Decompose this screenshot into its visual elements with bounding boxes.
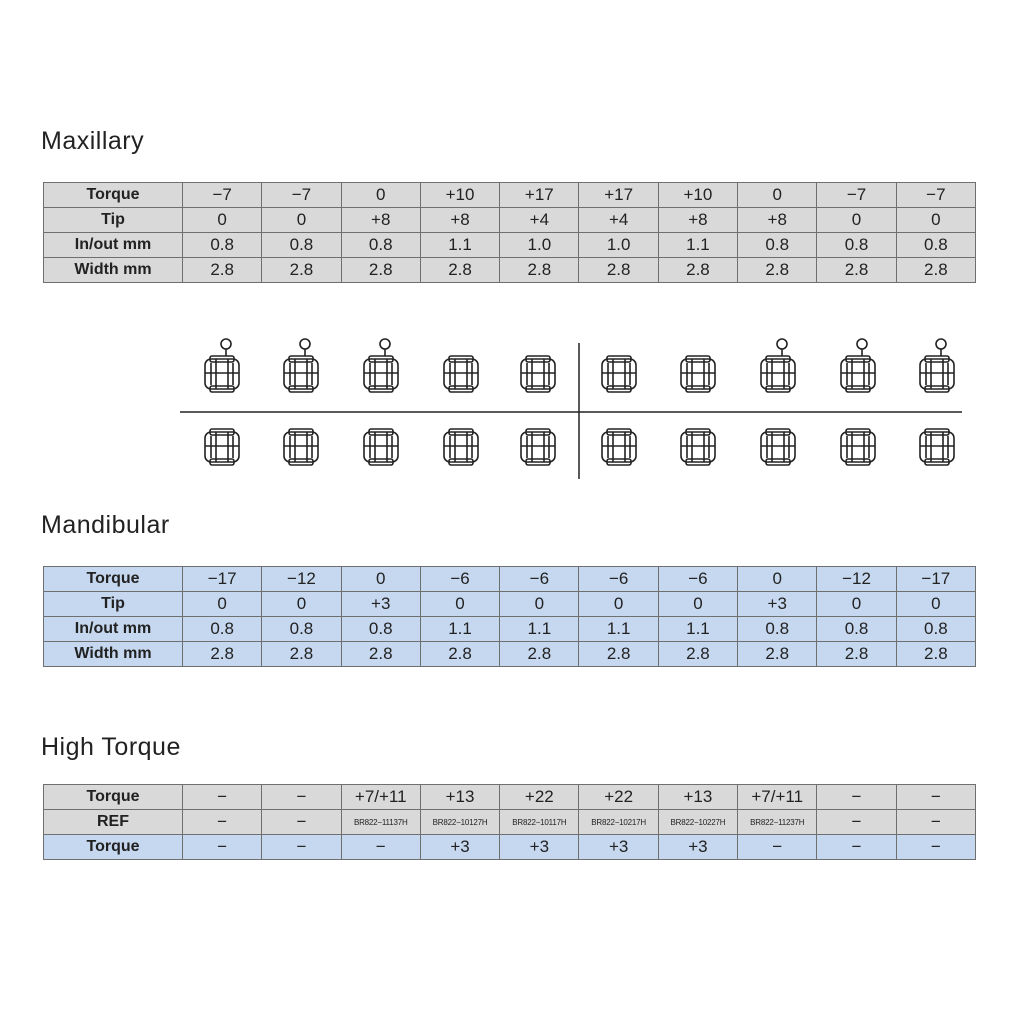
table-cell: 2.8 xyxy=(579,642,658,667)
maxillary-table xyxy=(43,182,976,283)
maxillary-title: Maxillary xyxy=(41,127,145,155)
table-row xyxy=(44,810,976,835)
table-cell: +22 xyxy=(579,785,658,810)
table-cell: 0 xyxy=(738,567,817,592)
table-cell: −7 xyxy=(896,183,975,208)
table-cell: +8 xyxy=(420,208,499,233)
upper-bracket-icon xyxy=(205,339,239,392)
table-cell: 0.8 xyxy=(738,233,817,258)
table-cell: 2.8 xyxy=(500,642,579,667)
lower-bracket-icon xyxy=(205,429,239,465)
table-cell: −6 xyxy=(420,567,499,592)
table-cell: +3 xyxy=(579,835,658,860)
table-cell: − xyxy=(817,810,896,835)
table-cell: BR822−11137H xyxy=(341,810,420,835)
table-cell: −17 xyxy=(896,567,975,592)
table-cell: 0 xyxy=(817,208,896,233)
table-cell: 0.8 xyxy=(817,617,896,642)
table-cell: 0.8 xyxy=(738,617,817,642)
table-row xyxy=(44,785,976,810)
table-cell: 0.8 xyxy=(896,617,975,642)
lower-bracket-icon xyxy=(602,429,636,465)
table-cell: BR822−10117H xyxy=(500,810,579,835)
mandibular-table xyxy=(43,566,976,667)
table-cell: 0 xyxy=(183,208,262,233)
table-cell: 0 xyxy=(262,208,341,233)
table-cell: −12 xyxy=(817,567,896,592)
row-label: Torque xyxy=(44,183,183,208)
lower-bracket-icon xyxy=(364,429,398,465)
upper-bracket-icon xyxy=(444,356,478,392)
table-cell: 0.8 xyxy=(262,233,341,258)
upper-bracket-icon xyxy=(761,339,795,392)
table-cell: 2.8 xyxy=(420,258,499,283)
mandibular-title: Mandibular xyxy=(41,511,170,539)
table-cell: 0 xyxy=(896,208,975,233)
table-cell: − xyxy=(817,785,896,810)
row-label: Width mm xyxy=(44,258,183,283)
table-cell: 0.8 xyxy=(262,617,341,642)
table-cell: +3 xyxy=(420,835,499,860)
table-cell: +13 xyxy=(658,785,737,810)
table-row xyxy=(44,567,976,592)
table-cell: +7/+11 xyxy=(341,785,420,810)
table-row xyxy=(44,642,976,667)
table-cell: +10 xyxy=(658,183,737,208)
table-cell: −6 xyxy=(579,567,658,592)
table-cell: 2.8 xyxy=(420,642,499,667)
table-cell: 2.8 xyxy=(658,258,737,283)
table-cell: +8 xyxy=(658,208,737,233)
row-label: Torque xyxy=(44,567,183,592)
table-cell: −17 xyxy=(183,567,262,592)
table-cell: 1.1 xyxy=(658,233,737,258)
table-cell: 0.8 xyxy=(817,233,896,258)
upper-bracket-icon xyxy=(284,339,318,392)
table-cell: − xyxy=(341,835,420,860)
table-cell: −12 xyxy=(262,567,341,592)
table-cell: 1.1 xyxy=(500,617,579,642)
table-cell: 0 xyxy=(500,592,579,617)
table-row xyxy=(44,233,976,258)
table-cell: −7 xyxy=(183,183,262,208)
table-cell: +3 xyxy=(500,835,579,860)
table-cell: 0.8 xyxy=(183,617,262,642)
table-cell: 2.8 xyxy=(341,258,420,283)
table-cell: 0.8 xyxy=(341,233,420,258)
table-cell: 1.1 xyxy=(420,233,499,258)
row-label: Tip xyxy=(44,592,183,617)
table-cell: 2.8 xyxy=(896,642,975,667)
lower-bracket-icon xyxy=(444,429,478,465)
table-cell: 2.8 xyxy=(341,642,420,667)
lower-bracket-icon xyxy=(521,429,555,465)
table-cell: 1.0 xyxy=(579,233,658,258)
table-cell: 0 xyxy=(183,592,262,617)
table-cell: − xyxy=(183,835,262,860)
table-cell: BR822−10217H xyxy=(579,810,658,835)
table-cell: 0 xyxy=(658,592,737,617)
table-cell: 0 xyxy=(817,592,896,617)
table-cell: − xyxy=(262,810,341,835)
table-cell: 0 xyxy=(262,592,341,617)
table-cell: 1.1 xyxy=(658,617,737,642)
table-row xyxy=(44,183,976,208)
row-label: In/out mm xyxy=(44,617,183,642)
table-cell: 0.8 xyxy=(183,233,262,258)
table-cell: 0 xyxy=(341,183,420,208)
row-label: Tip xyxy=(44,208,183,233)
table-cell: BR822−10127H xyxy=(420,810,499,835)
table-cell: +7/+11 xyxy=(738,785,817,810)
table-cell: − xyxy=(183,785,262,810)
table-cell: +10 xyxy=(420,183,499,208)
table-cell: −7 xyxy=(262,183,341,208)
table-cell: − xyxy=(183,810,262,835)
table-cell: 0.8 xyxy=(341,617,420,642)
lower-bracket-icon xyxy=(761,429,795,465)
upper-bracket-icon xyxy=(521,356,555,392)
table-cell: 0 xyxy=(341,567,420,592)
table-cell: 0.8 xyxy=(896,233,975,258)
table-cell: −7 xyxy=(817,183,896,208)
lower-bracket-icon xyxy=(284,429,318,465)
high-torque-table xyxy=(43,784,976,860)
table-cell: 2.8 xyxy=(579,258,658,283)
row-label: Torque xyxy=(44,835,183,860)
table-cell: − xyxy=(896,835,975,860)
table-cell: 0 xyxy=(896,592,975,617)
upper-bracket-icon xyxy=(364,339,398,392)
table-cell: +4 xyxy=(579,208,658,233)
table-cell: 2.8 xyxy=(262,258,341,283)
table-cell: +13 xyxy=(420,785,499,810)
table-cell: +3 xyxy=(658,835,737,860)
upper-bracket-icon xyxy=(602,356,636,392)
table-cell: − xyxy=(896,810,975,835)
table-cell: +3 xyxy=(341,592,420,617)
row-label: Torque xyxy=(44,785,183,810)
table-row xyxy=(44,617,976,642)
lower-bracket-icon xyxy=(841,429,875,465)
table-cell: 2.8 xyxy=(183,258,262,283)
table-cell: +3 xyxy=(738,592,817,617)
table-cell: 2.8 xyxy=(500,258,579,283)
table-cell: 1.1 xyxy=(579,617,658,642)
table-cell: 2.8 xyxy=(658,642,737,667)
upper-bracket-icon xyxy=(920,339,954,392)
lower-bracket-icon xyxy=(920,429,954,465)
table-cell: 2.8 xyxy=(817,642,896,667)
table-cell: − xyxy=(896,785,975,810)
row-label: In/out mm xyxy=(44,233,183,258)
table-cell: 1.0 xyxy=(500,233,579,258)
bracket-diagram xyxy=(180,335,962,483)
table-cell: 0 xyxy=(420,592,499,617)
table-cell: 1.1 xyxy=(420,617,499,642)
table-cell: +22 xyxy=(500,785,579,810)
table-row xyxy=(44,592,976,617)
table-cell: 2.8 xyxy=(817,258,896,283)
table-cell: −6 xyxy=(658,567,737,592)
table-cell: −6 xyxy=(500,567,579,592)
table-cell: +4 xyxy=(500,208,579,233)
table-cell: BR822−10227H xyxy=(658,810,737,835)
table-cell: 2.8 xyxy=(896,258,975,283)
table-cell: 2.8 xyxy=(262,642,341,667)
table-cell: 2.8 xyxy=(738,258,817,283)
lower-bracket-icon xyxy=(681,429,715,465)
table-cell: 0 xyxy=(579,592,658,617)
table-cell: +17 xyxy=(579,183,658,208)
table-cell: 0 xyxy=(738,183,817,208)
table-cell: − xyxy=(738,835,817,860)
table-row xyxy=(44,208,976,233)
upper-bracket-icon xyxy=(681,356,715,392)
table-cell: +8 xyxy=(738,208,817,233)
table-cell: − xyxy=(262,835,341,860)
high-torque-title: High Torque xyxy=(41,733,181,761)
table-cell: BR822−11237H xyxy=(738,810,817,835)
row-label: REF xyxy=(44,810,183,835)
row-label: Width mm xyxy=(44,642,183,667)
table-row xyxy=(44,258,976,283)
table-cell: 2.8 xyxy=(183,642,262,667)
upper-bracket-icon xyxy=(841,339,875,392)
table-row xyxy=(44,835,976,860)
table-cell: 2.8 xyxy=(738,642,817,667)
table-cell: +17 xyxy=(500,183,579,208)
table-cell: − xyxy=(817,835,896,860)
table-cell: − xyxy=(262,785,341,810)
table-cell: +8 xyxy=(341,208,420,233)
